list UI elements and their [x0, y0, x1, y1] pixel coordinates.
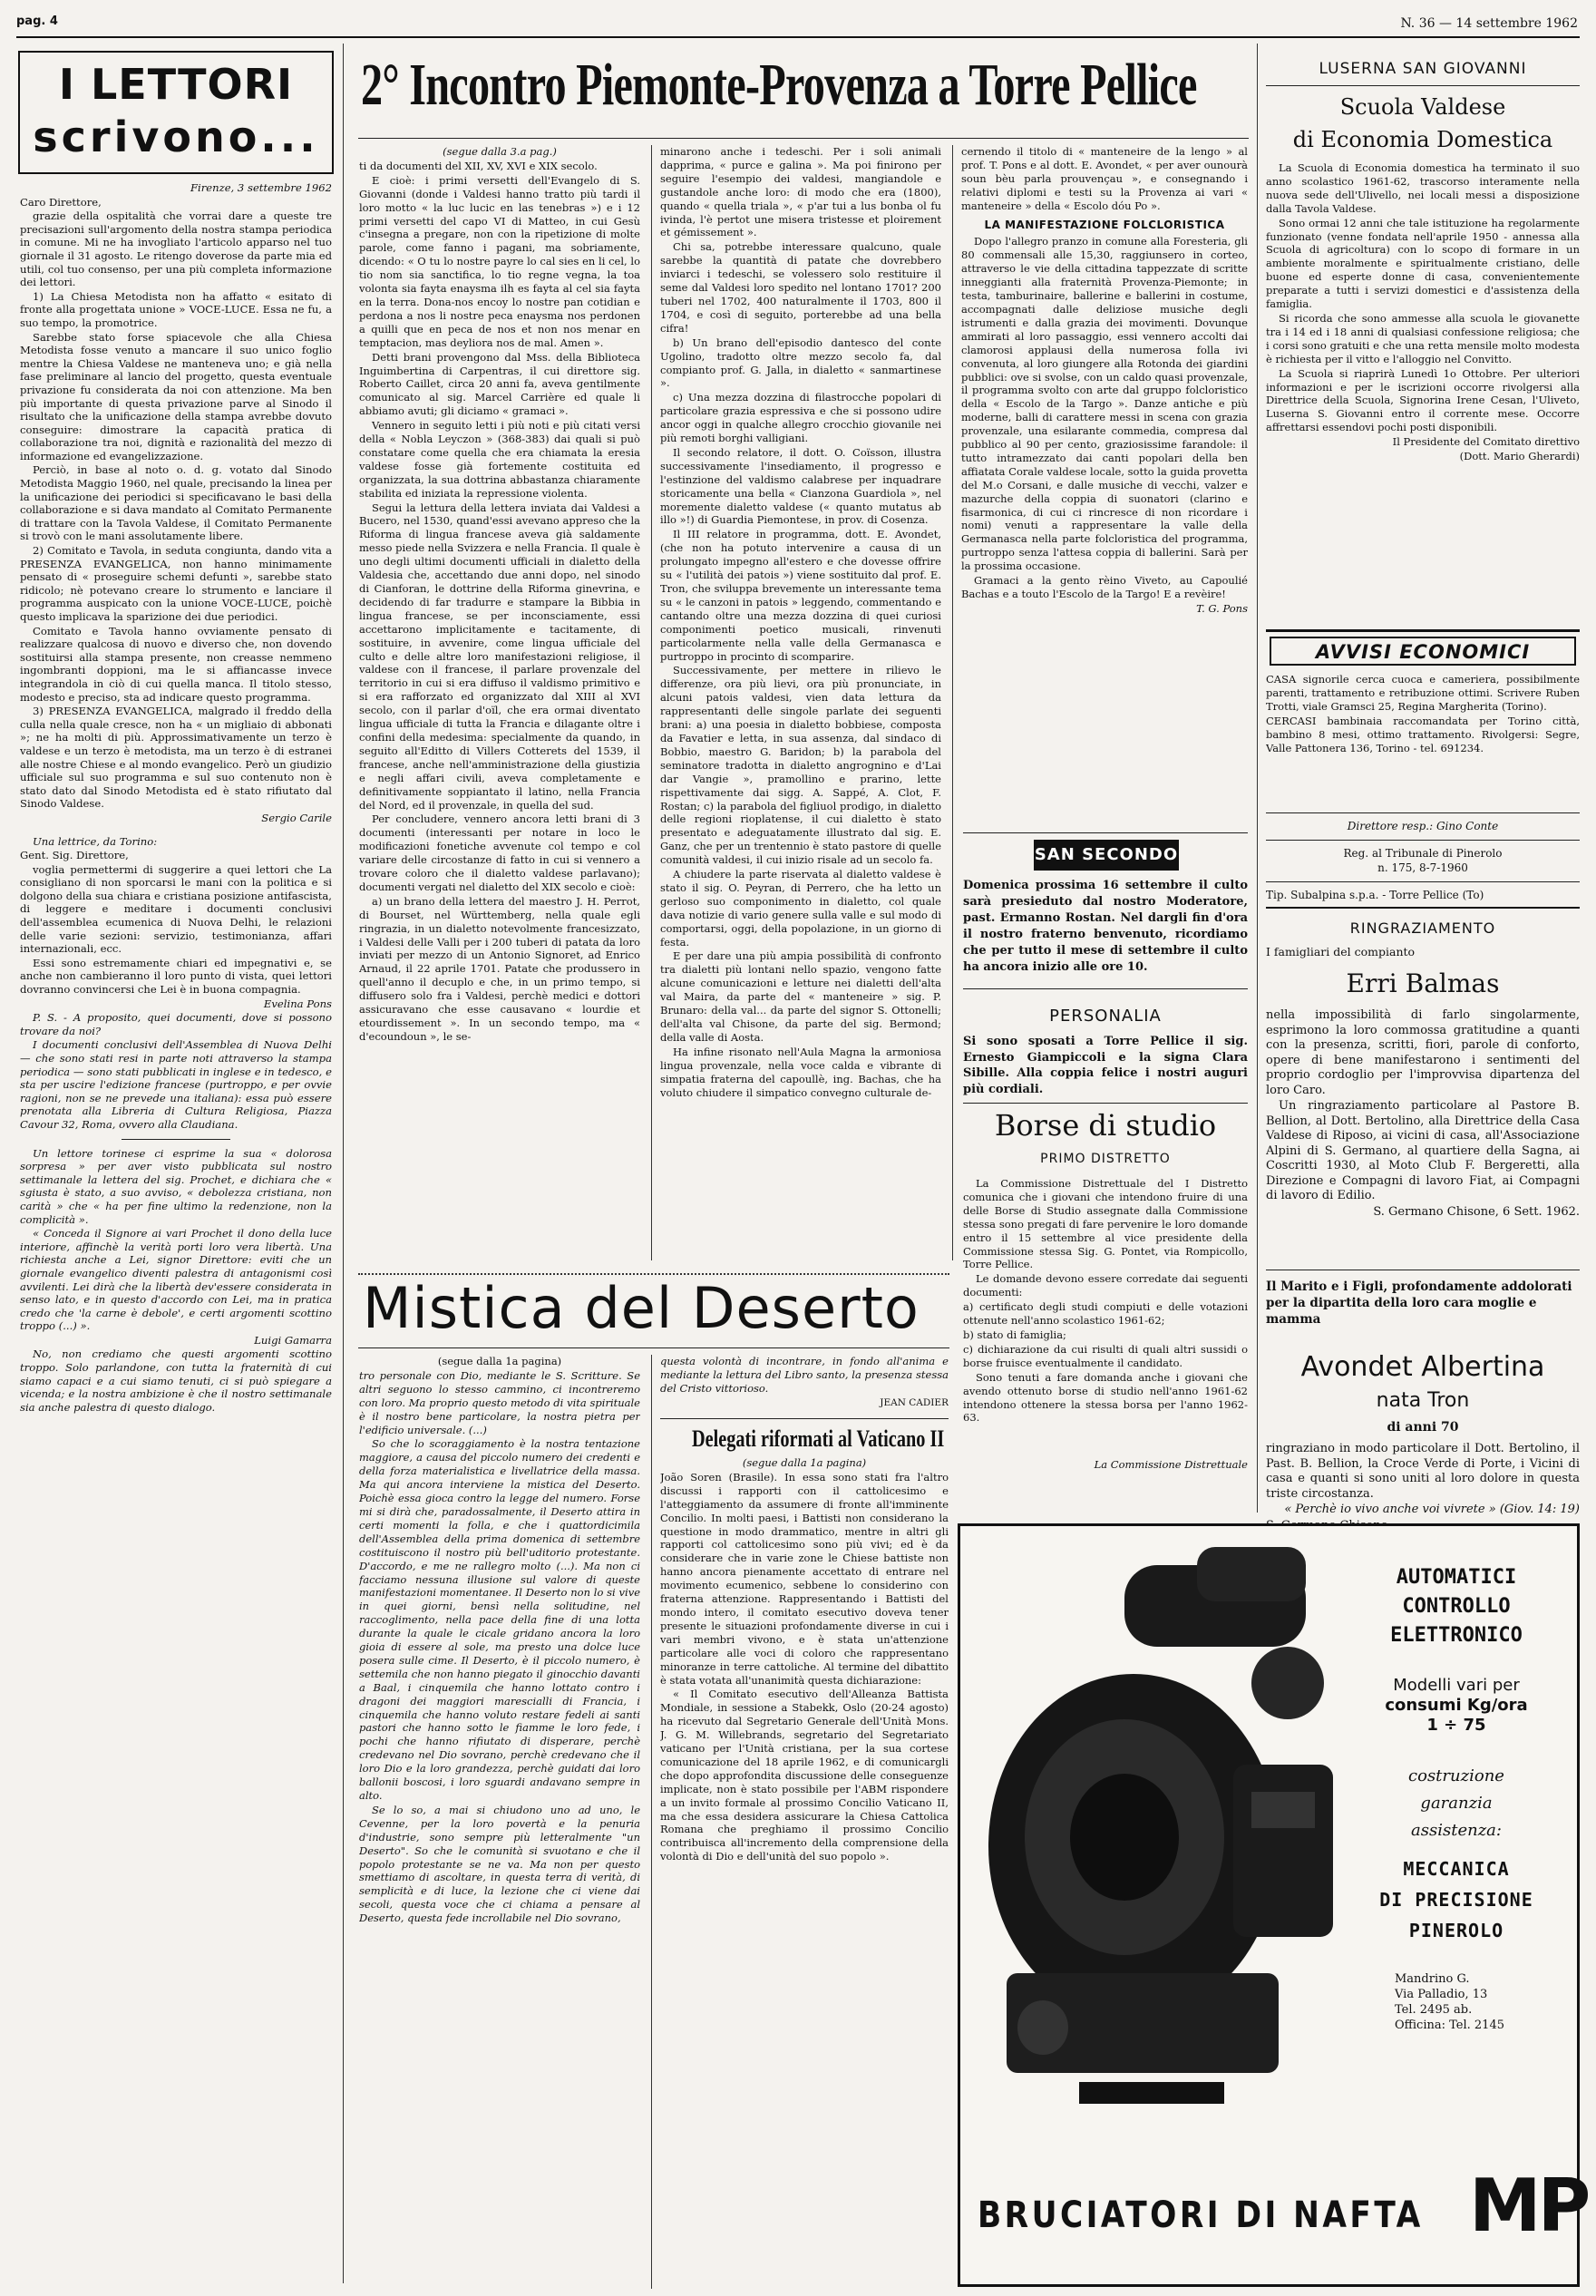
- cont-note: (segue dalla 1a pagina): [437, 1355, 562, 1367]
- ringraziamento-sub: I famigliari del compianto: [1266, 945, 1416, 958]
- delegati-para: João Soren (Brasile). In essa sono stati fra l'altro discussi i rapporti con il cattolicesimo e l'atteggiamento da assumere di fronte all'imminente Concilio. In molti paesi, i Battisti non considerano la questione in modo drammatico, mentre in altri gli rapporti col cattolicesimo sono più vivi; ed è da considerare che in varie zone le Chiese battiste non hanno ancora pienamente accettato di entrare nel movimento ecumenico, sebbene lo considerino con fraterna attenzione. Rappresentando i Battisti del mondo intero, il comitato esecutivo doveva tener presente le situazioni profondamente diverse in cui i vari membri vivono, e è stata un'attenzione particolare alle voci di coloro che rappresentano minoranze in terre cattoliche. Al termine del dibattito è stata votata all'unanimità questa dichiarazione:: [660, 1470, 949, 1687]
- mistica-para: tro personale con Dio, mediante le S. Scritture. Se altri seguono lo stesso cammino, ci incontreremo con loro. Ma proprio questo metodo di vita spirituale è il nostro bene particolare, la nostra pietra per l'edificio universale. (...): [359, 1368, 640, 1436]
- luserna-title2: di Economia Domestica: [1292, 127, 1553, 152]
- column-divider: [343, 44, 344, 2283]
- incontro-para: Il III relatore in programma, dott. E. Avondet, (che non ha potuto intervenire a causa di un prolungato impegno all'estero e che dovesse offrire su « l'utilità dei patois ») viene sostituito dal prof. E. Tron, che sviluppa brevemente un interessante tema su « le canzoni in patois » leggendo, commentando e cantando oltre una mezza dozzina di quei curiosi componimenti poetico musicali, rinvenuti particolarmente nella valle della Germanasca e purtroppo in procinto di scomparire.: [660, 528, 941, 663]
- luserna-para: Sono ormai 12 anni che tale istituzione ha regolarmente funzionato (venne fondata nell'aprile 1950 - annessa alla Scuola di agricoltura) con lo scopo di formare in un ambiente moralmente e spiritualmente cristiano, delle buone ed esperte donne di casa, convenientemente preparate a tutti i servizi domestici e d'assistenza della famiglia.: [1266, 216, 1580, 311]
- avvisi-item: CERCASI bambinaia raccomandata per Torino città, bambino 8 mesi, ottimo trattamento. Rivolgersi: Segre, Valle Pattonera 136, Torino - tel. 691234.: [1266, 714, 1580, 754]
- incontro-headline: 2° Incontro Piemonte-Provenza a Torre Pellice: [361, 52, 1197, 118]
- letter3-para: « Conceda il Signore ai vari Prochet il dono della luce interiore, affinchè la verità porti loro vera libertà. Una richiesta anche a Lei, signor Direttore: eviti che un giornale evangelico diventi palestra di antagonismi così avvilenti. Lei dirà che la libertà dev'essere considerata in senso lato, e in questo d'accordo con Lei, ma in pratica credo che 'la carne è debole', e certi argomenti scottino troppo (...) ».: [20, 1227, 332, 1333]
- incontro-col1: [359, 145, 640, 1260]
- ad-slogan-line: garanzia: [1420, 1794, 1493, 1813]
- column-divider: [651, 145, 652, 1260]
- mistica-para: Se lo so, a mai si chiudono uno ad uno, le Cevenne, per la loro povertà e la penuria d'industrie, sono sempre più letteralmente "un Deserto". So che le comunità si svuotano e che il popolo protestante se ne va. Ma non per questo smettiamo di ascoltare, in questa terra di verità, di semplicità e di luce, la lezione che ci viene dai secoli, questa voce che ci chiama a pensare al Deserto, questa fede incrollabile nel Dio sovrano,: [359, 1803, 640, 1925]
- incontro-para: Gramaci a la gento rèino Viveto, au Capoulié Bachas e a touto l'Escolo de la Targo! E a revèire!: [961, 574, 1248, 600]
- borse-item: b) stato di famiglia;: [963, 1328, 1066, 1341]
- section-rule: [963, 832, 1248, 833]
- section-rule: [660, 1418, 949, 1419]
- borse-signature: La Commissione Distrettuale: [1094, 1458, 1248, 1471]
- avondet-age: di anni 70: [1387, 1420, 1459, 1435]
- section-rule: [1266, 840, 1580, 841]
- borse-para: Sono tenuti a fare domanda anche i giovani che avendo ottenuto borse di studio nell'anno 1961-62 intendono ottenere la stessa borsa per l'anno 1962-63.: [963, 1370, 1248, 1424]
- cont-note: (segue dalla 3.a pag.): [443, 145, 557, 158]
- issue-date: N. 36 — 14 settembre 1962: [1400, 16, 1578, 31]
- letter2-signature: Evelina Pons: [263, 997, 332, 1010]
- incontro-para: b) Un brano dell'episodio dantesco del conte Ugolino, tradotto oltre mezzo secolo fa, dal compianto prof. G. Jalla, in dialetto « sanmartinese ».: [660, 336, 941, 390]
- ad-slogan-line: assistenza:: [1411, 1821, 1502, 1840]
- mistica-headline: Mistica del Deserto: [363, 1275, 920, 1341]
- avvisi-body: [1266, 673, 1580, 803]
- personalia-text: Si sono sposati a Torre Pellice il sig. Ernesto Giampiccoli e la signa Clara Sibille. Alla coppia felice i nostri auguri più cordiali.: [963, 1035, 1248, 1096]
- letter3-signature: Luigi Gamarra: [254, 1333, 332, 1347]
- borse-para: La Commissione Distrettuale del I Distretto comunica che i giovani che intendono fruire di una delle Borse di Studio assegnate dalla Commissione stessa sono pregati di fare pervenire le loro domande entro il 15 settembre al vice presidente della Commissione stessa Sig. G. Pontet, via Rompicollo, Torre Pellice.: [963, 1177, 1248, 1271]
- letter-para: 3) PRESENZA EVANGELICA, malgrado il freddo della culla nella quale cresce, non ha « un migliaio di abbonati »; ne ha molti di più. Approssimativamente un terzo è valdese e un terzo è metodista, ma un terzo è di estranei alle nostre Chiese e al mondo evangelico. Però un giudizio ufficiale sul suo programma e sul suo contenuto non è stato dato dal Sinodo Metodista ed è stato rifiutato dal Sinodo Valdese.: [20, 705, 332, 811]
- letter2-para: Gent. Sig. Direttore,: [20, 849, 129, 862]
- avvisi-item: CASA signorile cerca cuoca e cameriera, possibilmente parenti, trattamento e retribuzione ottimi. Scrivere Ruben Trotti, viale Gramsci 25, Regina Margherita (Torino).: [1266, 673, 1580, 713]
- incontro-signature: T. G. Pons: [1196, 601, 1248, 615]
- letter-para: grazie della ospitalità che vorrai dare a queste tre precisazioni sull'argomento della nostra stampa periodica in comune. Mi ne ha invogliato l'articolo apparso nel tuo giornale il 31 agosto. Le ritengo doverose da parte mia ed utili, col tuo consenso, per una più completa informazione dei lettori.: [20, 209, 332, 289]
- incontro-para: c) Una mezza dozzina di filastrocche popolari di particolare grazia espressiva e che si possono udire ancor oggi in qualche allegro crocchio giovanile nei più remoti borghi valligiani.: [660, 391, 941, 445]
- ad-models: [1340, 1676, 1572, 1736]
- ad-headline-line: ELETTRONICO: [1390, 1624, 1523, 1647]
- letter-signature: Sergio Carile: [261, 811, 332, 824]
- section-rule: [1266, 881, 1580, 882]
- luserna-para: Si ricorda che sono ammesse alla scuola le giovanette tra i 14 ed i 18 anni di qualsiasi confessione religiosa; che i corsi sono gratuiti e che una retta mensile molto modesta è richiesta per il vitto e l'alloggio nel Convitto.: [1266, 311, 1580, 365]
- incontro-para: ti da documenti del XII, XV, XVI e XIX secolo.: [359, 159, 598, 172]
- registration: Reg. al Tribunale di Pinerolo: [1343, 847, 1503, 860]
- editor-reply: No, non crediamo che questi argomenti scottino troppo. Solo parlandone, con tutta la fraternità di cui siamo capaci e a cui siamo tenuti, ci si può spiegare a vicenda; e la nostra ambizione è che il nostro settimanale sia anche palestra di questo dialogo.: [20, 1347, 332, 1414]
- ad-address-line: Via Palladio, 13: [1395, 1988, 1488, 2001]
- section-rule: [358, 1347, 949, 1348]
- borse-subtitle: PRIMO DISTRETTO: [1040, 1152, 1171, 1166]
- luserna-signature2: (Dott. Mario Gherardi): [1459, 450, 1580, 463]
- avondet-text: ringraziano in modo particolare il Dott. Bertolino, il Past. B. Bellion, la Croce Verde di Porte, i Vicini di casa e quanti si sono uniti al loro dolore in questa triste circostanza.: [1266, 1442, 1580, 1501]
- letter2-intro: Una lettrice, da Torino:: [33, 834, 158, 848]
- section-heading: LA MANIFESTAZIONE FOLCLORISTICA: [984, 218, 1225, 231]
- avondet-body: [1266, 1442, 1580, 1536]
- luserna-kicker: LUSERNA SAN GIOVANNI: [1319, 60, 1527, 78]
- borse-item: c) dichiarazione da cui risulti di quali altri sussidi o borse fruisce eventualmente il candidato.: [963, 1342, 1248, 1369]
- letter-para: 2) Comitato e Tavola, in seduta congiunta, dando vita a PRESENZA EVANGELICA, non hanno minimamente pensato di « proseguire schemi defunti », sarebbe stato ridicolo; nè potevano creare lo strumento e lanciare il programma auspicato con la unione VOCE-LUCE, poichè questo implicava la sparizione dei due periodici.: [20, 544, 332, 623]
- section-rule: [963, 1103, 1248, 1104]
- borse-item: a) certificato degli studi compiuti e delle votazioni ottenute nell'anno scolastico 1961-62;: [963, 1300, 1248, 1328]
- direttore-line: Direttore resp.: Gino Conte: [1347, 820, 1499, 832]
- letter-date: Firenze, 3 settembre 1962: [190, 181, 332, 194]
- mistica-para: So che lo scoraggiamento è la nostra tentazione maggiore, a causa del piccolo numero dei credenti e della forza materialistica e livellatrice della massa. Ma qui ancora interviene la mistica del Deserto. Poichè essa gioca contro la legge del numero. Forse mi si dirà che, paradossalmente, il Deserto attira in certi momenti la folla, e che i quattordicimila dell'Assemblea della prima domenica di settembre costituiscono il nostro più bell'uditorio protestante. D'accordo, e me ne rallegro molto (...). Ma non ci facciamo nessuna illusione sul valore di queste manifestazioni momentanee. Il Deserto non lo si vive in quei giorni, bensì nella solitudine, nel raccoglimento, nella pace della fine di una lotta durante la quale le cicale gridano ancora la loro gioia di essere al sole, ma presto una dolce luce posera sulle cime. Il Deserto, è il piccolo numero, è settemila che non hanno piegato il ginocchio davanti a Baal, i cinquemila che hanno lottato contro i dragoni dei maggiori marescialli di Francia, i cinquemila che hanno voluto restare fedeli ai santi pastori che hanno sotto le fiamme le loro fede, i pochi che hanno rifiutato di disperare, perchè credevano nel Dio sovrano, perchè credevano che il loro Dio e la loro grandezza, perchè guidati dai loro ballonii boscosi, i loro sguardi andavano sempre in alto.: [359, 1437, 640, 1802]
- ad-company-line: PINEROLO: [1408, 1920, 1504, 1941]
- incontro-para: Successivamente, per mettere in rilievo le differenze, ora più lievi, ora più pronunciate, in alcuni patois valdesi, vien data lettura da rappresentanti delle singole parlate dei seguenti brani: a) una poesia in dialetto bobbiese, composta da Favatier e letta, in sua assenza, dal sindaco di Bobbio, maestro G. Baridon; b) la parabola del seminatore tradotta in dialetto angrognino e d'Lai dar Vangie », pramollino e prarino, lette rispettivamente dai sigg. A. Sappé, A. Clot, F. Rostan; c) la parabola del figliuol prodigo, in dialetto delle regioni rioplatense, il cui dialetto è stato presentato e adeguatamente illustrato dal sig. E. Ganz, che per un trentennio è stato pastore di quelle comunità valdesi, il cui inizio risale ad un secolo fa.: [660, 664, 941, 867]
- letter2-para: voglia permettermi di suggerire a quei lettori che La consigliano di non sporcarsi le mani con la politica e si dolgono della sua chiara e cristiana posizione antifascista, di leggere e meditare i documenti conclusivi dell'assemblea ecumenica di Nuova Delhi, le relazioni delle varie sezioni: servizio, testimonianza, affari internazionali, ecc.: [20, 862, 332, 956]
- mistica-col2: [660, 1355, 949, 1413]
- avondet-name: Avondet Albertina: [1300, 1351, 1545, 1383]
- ad-slogan-line: costruzione: [1408, 1766, 1504, 1785]
- ringraziamento-body: [1266, 1008, 1580, 1262]
- ringraziamento-title: RINGRAZIAMENTO: [1349, 919, 1496, 937]
- borse-body: [963, 1177, 1248, 1424]
- ad-address-line: Officina: Tel. 2145: [1395, 2019, 1504, 2032]
- section-rule: [1266, 85, 1580, 86]
- ad-bottom-line: BRUCIATORI DI NAFTA: [978, 2194, 1424, 2236]
- page-number: pag. 4: [16, 15, 58, 28]
- ad-models-line: 1 ÷ 75: [1426, 1716, 1486, 1735]
- column-divider: [952, 145, 953, 1260]
- lettori-title: I LETTORI: [58, 60, 294, 109]
- incontro-col3: [961, 145, 1248, 827]
- letter-para: Perciò, in base al noto o. d. g. votato dal Sinodo Metodista Maggio 1960, nel quale, precisando la linea per la unificazione dei periodici si specificavano le basi della collaborazione e si dava mandato al Comitato Permanente di trattare con la Tavola Valdese, il Comitato Permanente si trovò con le mani assolutamente libere.: [20, 463, 332, 543]
- incontro-para: Segui la lettura della lettera inviata dai Valdesi a Bucero, nel 1530, quand'essi avevano appreso che la Riforma di lingua francese aveva già saldamente messo piede nella Svizzera e nella Francia. Il quale è uno degli ultimi documenti ufficiali in dialetto della Valdesia che, accettando due anni dopo, nel sinodo di Cianforan, le dottrine della Riforma ginevrina, e decidendo di far tradurre e stampare la Bibbia in lingua francese, se per inconsciamente, essi accettarono implicitamente e tacitamente, di sostituire, in avvenire, come lingua ufficiale del culto e delle altre loro manifestazioni religiose, il valdese con il francese, il parlare provenzale del territorio in cui si era diffuso il valdismo primitivo e si era rafforzato ed organizzato dal XIII al XVI secolo, con il parlar d'oïl, che era ormai diventato lingua ufficiale di tutta la Francia e dilagante oltre i confini della medesima: specialmente da quando, in seguito all'Editto di Villers Cotterets del 1539, il francese, anche nell'amministrazione della giustizia e negli affari civili, aveva completamente e definitivamente soppiantato il latino, nella Francia del Nord, ed il provenzale, in quella del sud.: [359, 501, 640, 812]
- incontro-para: minarono anche i tedeschi. Per i soli animali dapprima, « purce e galina ». Ma poi finirono per seguire l'esempio dei valdesi, mangiandole e gustandole anche loro: di modo che era (1800), quando « quella triala », « p'ar tui a lus bonba ol fu ivinda, l'è pertot une misera tristesse et ploirement et gémissement ».: [660, 145, 941, 239]
- incontro-para: a) un brano della lettera del maestro J. H. Perrot, di Bourset, nel Württemberg, nella quale egli ringrazia, in un dialetto notevolmente francesizzato, i Valdesi delle Valli per i 200 tuberi di patata da loro inviati per mezzo di un Antonio Signoret, ad Enrico Arnaud, il 22 aprile 1701. Patate che produssero in quell'anno il decuplo e che, in un primo tempo, si diffusero solo fra i Valdesi, perchè medici e dottori assicuravano che esse causavano « lourdie et etourdissement ». In un secondo tempo, ma « d'ecoundoun », le se-: [359, 894, 640, 1043]
- letter-para: 1) La Chiesa Metodista non ha affatto « esitato di fronte alla progettata unione » VOCE-LUCE. Essa ne fu, a suo tempo, la promotrice.: [20, 289, 332, 329]
- incontro-para: Vennero in seguito letti i più noti e più citati versi della « Nobla Leyczon » (368-383) dai quali si può constatare come quella che era chiamata la eresia valdese fosse già fortemente costituita ed organizzata, la sua dottrina abbastanza chiaramente stabilita ed iniziata la repressione violenta.: [359, 419, 640, 500]
- ad-headline: [1340, 1563, 1572, 1650]
- borse-title: Borse di studio: [994, 1108, 1217, 1143]
- incontro-para: Il secondo relatore, il dott. O. Coïsson, illustra successivamente l'insediamento, il progresso e l'estinzione del valdismo calabrese per inquadrare storicamente una bella « Cianzona Guardiola », nel moremente dialetto valdese (« quanto mutatus ab illo »!) di Guardia Piemontese, in prov. di Cosenza.: [660, 445, 941, 527]
- incontro-para: E per dare una più ampia possibilità di confronto tra dialetti più lontani nello spazio, vengono fatte alcune comunicazioni e letture nei dialetti dell'alta val Maira, da parte del « manteneire » sig. P. Brunaro: della val... da parte del signor S. Ottonelli; dell'alta val Chisone, da parte del sig. Bermond; della valle di Aosta.: [660, 949, 941, 1044]
- avondet-born: nata Tron: [1376, 1389, 1470, 1412]
- san-secondo-text: Domenica prossima 16 settembre il culto sarà presieduto dal nostro Moderatore, past. Ermanno Rostan. Nel dargli fin d'ora il nostro fraterno benvenuto, ricordiamo che per tutto il mese di settembre il culto ha ancora inizio alle ore 10.: [963, 879, 1248, 974]
- incontro-para: A chiudere la parte riservata al dialetto valdese è stato il sig. O. Peyran, di Perrero, che ha letto un gerloso suo componimento in dialetto, col quale dava notizie di vario genere sulla valle e sul modo di comportarsi, oggi, della popolazione, in un giorno di festa.: [660, 868, 941, 949]
- ad-headline-line: CONTROLLO: [1402, 1595, 1511, 1618]
- ad-logo: MP: [1469, 2164, 1588, 2248]
- ringraziamento-place: S. Germano Chisone, 6 Sett. 1962.: [1373, 1204, 1580, 1219]
- ad-models-line: consumi Kg/ora: [1385, 1696, 1528, 1715]
- avvisi-title: AVVISI ECONOMICI: [1270, 637, 1576, 666]
- letter-para: Comitato e Tavola hanno ovviamente pensato di realizzare qualcosa di nuovo e diverso che, non dovendo sostituirsi alla stampa presente, non creasse nemmeno ingombranti doppioni, ma le si affiancasse invece integrandola in ciò di cui quella manca. Il titolo stesso, modesto e preciso, sta ad indicare questo programma.: [20, 624, 332, 704]
- letter-para: Sarebbe stato forse spiacevole che alla Chiesa Metodista fosse venuto a mancare il suo unico foglio mentre la Chiesa Valdese ne manteneva uno; e già nella fase preliminare al lancio del progetto, questa eventuale privazione fu considerata da noi con attenzione. Ma ben più importante di questa privazione parve al Sinodo il risultato che la unificazione della stampa avrebbe dovuto conseguire: dimostrare la capacità pratica di collaborazione tra noi, dignità e razionalità del mezzo di informazione ed evangelizzazione.: [20, 330, 332, 462]
- mistica-para: questa volontà di incontrare, in fondo all'anima e mediante la lettura del Libro santo, la presenza stessa del Cristo vittorioso.: [660, 1355, 949, 1395]
- incontro-para: Dopo l'allegro pranzo in comune alla Foresteria, gli 80 commensali alle 15,30, raggiunsero in corteo, attraverso le vie della cittadina tappezzate di scritte inneggianti alla fraternità Provenza-Piemonte; in testa, tamburinaire, ballerine e ballerini in costume, accompagnati dalle deliziose musiche degli istrumenti e dalla grazia dei movimenti. Dovunque ammirati al loro passaggio, essi vennero accolti dai clamorosi applausi della numerosa folla ivi convenuta, al loro giungere alla Rotonda dei giardini pubblici: ove si svolse, con un caldo quasi provenzale, il programma svolto con arte dal gruppo folcloristico della « Escolo de la Targo ». Danze antiche e più moderne, balli di carattere messi in scena con grazia provenzale, una esilarante commedia, compresa dal pubblico al 90 per cento, graziosissime farandole: il tutto intramezzato dai canti popolari della ben affiatata Corale valdese locale, sotto la guida provetta del M.o Corsani, e dalle musiche di vecchi, valzer e mazurche della coppia di suonatori (clarino e fisarmonica, di cui ci rincresce di non ricordare i nomi) venuti a rappresentare la valle della Germanasca nella parte folcloristica del programma, purtroppo senza l'attesa coppia di ballerini. Sarà per la prossima occasione.: [961, 235, 1248, 573]
- incontro-para: Detti brani provengono dal Mss. della Biblioteca Inguimbertina di Carpentras, il cui direttore sig. Roberto Caillet, circa 20 anni fa, aveva gentilmente comunicato al sig. Marcel Carrière ed quale li abbiamo avuti; gli diciamo « gramaci ».: [359, 350, 640, 418]
- registration2: n. 175, 8-7-1960: [1377, 861, 1468, 874]
- incontro-para: cernendo il titolo di « manteneire de la lengo » al prof. T. Pons e al dott. E. Avondet, « per aver ounourà soun bèu parla prouvençau », e consegnando i relativi diplomi e testi su la Provenza ai vari « manteneire » della « Escolo dóu Po ».: [961, 145, 1248, 212]
- luserna-signature: Il Presidente del Comitato direttivo: [1392, 435, 1580, 449]
- ringraziamento-text: Un ringraziamento particolare al Pastore B. Bellion, al Dott. Bertolino, alla Direttrice della Casa Valdese di Riposo, ai vicini di casa, all'Associazione Alpini di S. Germano, al quartiere della Sagna, ai Coscritti 1930, al Moto Club F. Bergeretti, alla Direzione e Compagni di lavoro Fiat, ai Compagni di lavoro di Edilio.: [1266, 1099, 1580, 1202]
- letter2-ps: P. S. - A proposito, quei documenti, dove si possono trovare da noi?: [20, 1011, 332, 1037]
- personalia-title: PERSONALIA: [1049, 1007, 1162, 1026]
- section-rule: [1266, 629, 1580, 632]
- delegati-body: [660, 1456, 949, 2289]
- delegati-para: « Il Comitato esecutivo dell'Alleanza Battista Mondiale, in sessione a Stabekk, Oslo (20-24 agosto) ha ricevuto dal Segretario Generale dell'Unità Mons. J. G. M. Willebrands, segretario del Segretariato vaticano per l'Unità cristiana, per la sua cortese comunicazione del 18 aprile 1962, e di comunicargli che dopo approfondita discussione delle conseguenze implicate, non è stato possibile per l'ABM rispondere a un invito formale al prossimo Concilio Vaticano II, ma che essa desidera assicurare la Chiesa Cattolica Romana che preghiamo il prossimo Concilio contribuisca all'incremento della comprensione della volontà di Dio e dell'unità del suo popolo ».: [660, 1688, 949, 1863]
- column-divider: [1257, 44, 1258, 1513]
- incontro-para: Per concludere, vennero ancora letti brani di 3 documenti (interessanti per notare in loco le modificazioni fonetiche avvenute col tempo e col variare delle circostanze di fatto in cui si vennero a trovare coloro che il dialetto valdese parlavano); documenti vergati nel dialetto del XIX secolo e cioè:: [359, 812, 640, 893]
- ad-address-line: Tel. 2495 ab.: [1395, 2003, 1473, 2017]
- lettori-subtitle: scrivono...: [33, 112, 319, 161]
- burner-image: [970, 1547, 1378, 2145]
- mistica-signature: JEAN CADIER: [880, 1396, 949, 1408]
- deceased-name: Erri Balmas: [1346, 968, 1500, 998]
- incontro-para: Ha infine risonato nell'Aula Magna la armoniosa lingua provenzale, nella voce calda e vibrante di simpatia fraterna del capoullè, ing. Bachas, che ha voluto chiudere il simpatico convegno culturale de-: [660, 1045, 941, 1099]
- ad-address-line: Mandrino G.: [1395, 1972, 1470, 1986]
- column-divider: [651, 1355, 652, 2289]
- section-rule: [1266, 812, 1580, 813]
- san-secondo-banner: SAN SECONDO: [1034, 840, 1179, 871]
- borse-para: Le domande devono essere corredate dai seguenti documenti:: [963, 1272, 1248, 1299]
- ringraziamento-text: nella impossibilità di farlo singolarmente, esprimono la loro commossa gratitudine a quanti con la presenza, scritti, fiori, parole di conforto, opere di bene manifestarono i sentimenti del proprio cordoglio per l'improvvisa dipartenza del loro Caro.: [1266, 1008, 1580, 1097]
- printer-line: Tip. Subalpina s.p.a. - Torre Pellice (To): [1266, 889, 1484, 901]
- header-rule: [16, 36, 1580, 38]
- ad-company: [1340, 1853, 1572, 1946]
- cont-note: (segue dalla 1a pagina): [742, 1456, 867, 1469]
- ad-slogan: [1340, 1763, 1572, 1844]
- letter2-para: Essi sono estremamente chiari ed impegnativi e, se anche non cambieranno il loro punto di vista, quei lettori dovranno convincersi che Lei è in buona compagnia.: [20, 956, 332, 997]
- mistica-col1: [359, 1355, 640, 2289]
- luserna-para: La Scuola si riaprirà Lunedì 1o Ottobre. Per ulteriori informazioni e per le iscrizioni occorre rivolgersi alla Direttrice della Scuola, Signorina Irene Cesan, l'Uliveto, Luserna S. Giovanni entro il corrente mese. Occorre affrettarsi essendovi pochi posti disponibili.: [1266, 366, 1580, 434]
- ad-company-line: MECCANICA: [1403, 1858, 1510, 1880]
- delegati-headline: Delegati riformati al Vaticano II: [691, 1425, 945, 1452]
- ad-company-line: DI PRECISIONE: [1379, 1889, 1533, 1911]
- section-rule: [963, 988, 1248, 989]
- avondet-intro: Il Marito e i Figli, profondamente addolorati per la dipartita della loro cara moglie e mamma: [1266, 1279, 1572, 1327]
- ad-headline-line: AUTOMATICI: [1396, 1566, 1517, 1589]
- ad-models-line: Modelli vari per: [1393, 1676, 1520, 1695]
- lettori-body: [20, 181, 332, 2285]
- incontro-rule: [358, 138, 1249, 139]
- section-rule: [1266, 907, 1580, 909]
- luserna-body: [1266, 161, 1580, 535]
- incontro-para: E cioè: i primi versetti dell'Evangelo di S. Giovanni (donde i Valdesi hanno tratto più tardi il loro motto « la luc lucic en las tenebras ») e i 12 primi versetti del capo VI di Matteo, in cui Gesù c'insegna a pregare, non con la ripetizione di molte parole, come fanno i pagani, ma sobriamente, dicendo: « O tu lo nostre payre lo cal sies en li cel, lo tio nom sia sanctifica, lo tio regne vegna, la toa volonta sia fayta enaysma ilh es fayta al cel sia fayta en la terra. Dona-nos encoy lo nostre pan cotidian e perdona a nos li nostre peca enaysma nos perdonen a quilli que en peca de nos et non nos menar en temptacion, mas deyliora nos de mal. Amen ».: [359, 173, 640, 349]
- incontro-col2: [660, 145, 941, 1260]
- luserna-title: Scuola Valdese: [1339, 94, 1506, 120]
- avondet-verse: « Perchè io vivo anche voi vivrete » (Giov. 14: 19): [1284, 1503, 1580, 1516]
- luserna-para: La Scuola di Economia domestica ha terminato il suo anno scolastico 1961-62, trascorso interamente nella nuova sede dell'Ulivello, nei locali messi a disposizione dalla Tavola Valdese.: [1266, 161, 1580, 215]
- incontro-para: Chi sa, potrebbe interessare qualcuno, quale sarebbe la quantità di patate che dovrebbero inviarci i tedeschi, se volessero solo restituire il seme dal Valdesi loro spedito nel lontano 1701? 200 tuberi nel 1702, 400 naturalmente il 1703, 800 il 1704, e così di seguito, porterebbe ad una bella cifra!: [660, 240, 941, 335]
- letter2-reply: I documenti conclusivi dell'Assemblea di Nuova Delhi — che sono stati resi in parte noti attraverso la stampa periodica — sono stati pubblicati in inglese e in tedesco, e sta per uscire l'edizione francese (purtroppo, e per ovvie ragioni, non se ne prevede una italiana): essa può essere prenotata alla Libreria di Cultura Religiosa, Piazza Cavour 32, Roma, ovvero alla Claudiana.: [20, 1038, 332, 1131]
- letter-para: Caro Direttore,: [20, 195, 102, 209]
- letter3-para: Un lettore torinese ci esprime la sua « dolorosa sorpresa » per aver visto pubblicata sul nostro settimanale la lettera del sig. Prochet, e dichiara che « sgiusta è stato, a suo avviso, « debolezza cristiana, non carità » che « ha per fine ultimo la redenzione, non la complicità ».: [20, 1146, 332, 1226]
- ad-address: [1395, 1971, 1576, 2033]
